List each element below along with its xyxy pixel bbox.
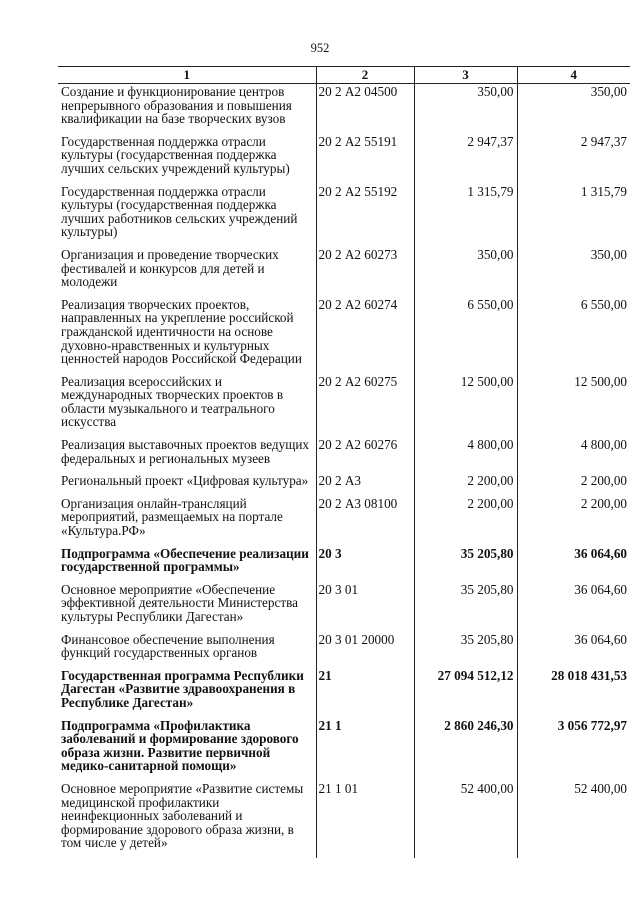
- table-row: [58, 582, 630, 632]
- table-row: [58, 297, 630, 374]
- row-value-col3: 2 947,37: [414, 134, 517, 184]
- row-value-col3: 2 860 246,30: [414, 718, 517, 781]
- row-value-col4: 2 200,00: [517, 496, 630, 546]
- row-code: 20 3 01 20000: [316, 632, 414, 668]
- table-row: [58, 84, 630, 134]
- row-name: Подпрограмма «Обеспечение реализации государственной программы»: [61, 545, 309, 575]
- column-header-4: 4: [517, 67, 630, 84]
- row-value-col4: 36 064,60: [517, 546, 630, 582]
- row-name: Государственная программа Республики Дагестан «Развитие здравоохранения в Республике Дагестан»: [61, 667, 304, 710]
- table-body: [58, 84, 630, 858]
- table-row: [58, 134, 630, 184]
- row-name: Региональный проект «Цифровая культура»: [61, 473, 309, 489]
- row-value-col4: 28 018 431,53: [517, 668, 630, 718]
- row-value-col4: 6 550,00: [517, 297, 630, 374]
- row-code: 20 2 А2 04500: [316, 84, 414, 134]
- row-value-col4: 3 056 772,97: [517, 718, 630, 781]
- row-name: Создание и функционирование центров непрерывного образования и повышения квалификации на базе творческих вузов: [61, 84, 292, 127]
- row-value-col3: 4 800,00: [414, 437, 517, 473]
- row-name: Подпрограмма «Профилактика заболеваний и формирование здорового образа жизни. Развитие первичной медико-санитарной помощи»: [61, 717, 299, 774]
- row-value-col3: 12 500,00: [414, 374, 517, 437]
- row-name: Финансовое обеспечение выполнения функций государственных органов: [61, 631, 275, 661]
- page-number: 952: [310, 41, 330, 55]
- row-value-col3: 350,00: [414, 247, 517, 297]
- row-code: 20 3: [316, 546, 414, 582]
- budget-table: [58, 66, 630, 858]
- row-code: 21: [316, 668, 414, 718]
- table-row: [58, 374, 630, 437]
- table-row: [58, 437, 630, 473]
- row-code: 21 1 01: [316, 781, 414, 858]
- row-name: Организация и проведение творческих фестивалей и конкурсов для детей и молодежи: [61, 246, 279, 290]
- row-value-col4: 2 947,37: [517, 134, 630, 184]
- row-name: Государственная поддержка отрасли культуры (государственная поддержка лучших сельских учреждений культуры): [61, 133, 290, 176]
- row-code: 20 3 01: [316, 582, 414, 632]
- row-value-col3: 350,00: [414, 84, 517, 134]
- row-name: Основное мероприятие «Развитие системы медицинской профилактики неинфекционных заболеваний и формирование здорового образа жизни, в том числе у детей»: [61, 780, 304, 851]
- row-code: 20 2 А2 60273: [316, 247, 414, 297]
- row-value-col3: 2 200,00: [414, 496, 517, 546]
- row-code: 20 2 А2 60274: [316, 297, 414, 374]
- row-value-col4: 12 500,00: [517, 374, 630, 437]
- row-name: Основное мероприятие «Обеспечение эффективной деятельности Министерства культуры Республики Дагестан»: [61, 581, 299, 624]
- row-value-col4: 52 400,00: [517, 781, 630, 858]
- row-value-col4: 36 064,60: [517, 582, 630, 632]
- row-value-col4: 2 200,00: [517, 473, 630, 496]
- table-row: [58, 546, 630, 582]
- table-row: [58, 247, 630, 297]
- row-name: Государственная поддержка отрасли культуры (государственная поддержка лучших работников сельских учреждений культуры): [61, 183, 298, 240]
- row-value-col3: 52 400,00: [414, 781, 517, 858]
- row-value-col3: 6 550,00: [414, 297, 517, 374]
- column-header-2: 2: [316, 67, 414, 84]
- row-value-col3: 1 315,79: [414, 184, 517, 247]
- row-value-col3: 2 200,00: [414, 473, 517, 496]
- table-row: [58, 184, 630, 247]
- row-code: 20 2 А3: [316, 473, 414, 496]
- row-value-col3: 35 205,80: [414, 546, 517, 582]
- row-value-col3: 35 205,80: [414, 632, 517, 668]
- table-row: [58, 473, 630, 496]
- row-value-col4: 350,00: [517, 247, 630, 297]
- row-value-col4: 350,00: [517, 84, 630, 134]
- row-code: 20 2 А2 55191: [316, 134, 414, 184]
- row-name: Реализация выставочных проектов ведущих федеральных и региональных музеев: [61, 437, 310, 466]
- row-value-col3: 27 094 512,12: [414, 668, 517, 718]
- row-code: 20 2 А2 60275: [316, 374, 414, 437]
- table-row: [58, 632, 630, 668]
- row-value-col4: 1 315,79: [517, 184, 630, 247]
- row-code: 20 2 А2 55192: [316, 184, 414, 247]
- row-name: Реализация творческих проектов, направленных на укрепление российской гражданской идентичности на основе духовно-нравственных и культурных ценностей народов Российской Федерации: [61, 296, 302, 367]
- table-row: [58, 781, 630, 858]
- column-header-1: 1: [58, 67, 316, 84]
- row-name: Реализация всероссийских и международных творческих проектов в области музыкального и театрального искусства: [61, 373, 284, 430]
- row-value-col4: 36 064,60: [517, 632, 630, 668]
- row-code: 21 1: [316, 718, 414, 781]
- row-code: 20 2 А3 08100: [316, 496, 414, 546]
- column-header-3: 3: [414, 67, 517, 84]
- row-name: Организация онлайн-трансляций мероприятий, размещаемых на портале «Культура.РФ»: [61, 495, 283, 539]
- row-code: 20 2 А2 60276: [316, 437, 414, 473]
- row-value-col4: 4 800,00: [517, 437, 630, 473]
- table-row: [58, 668, 630, 718]
- table-row: [58, 496, 630, 546]
- row-value-col3: 35 205,80: [414, 582, 517, 632]
- table-row: [58, 718, 630, 781]
- table-header-row: [58, 67, 630, 84]
